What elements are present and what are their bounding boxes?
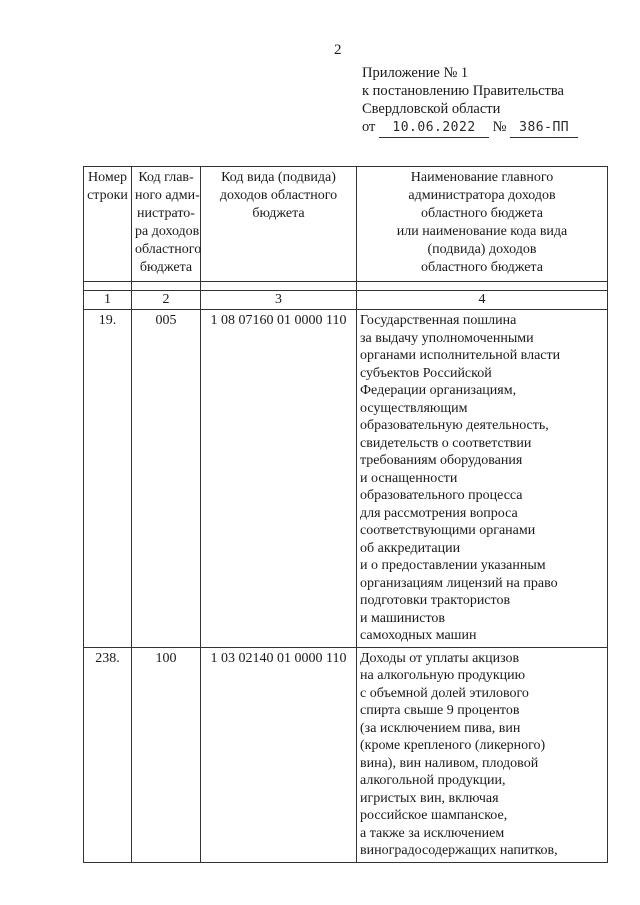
header-income-code: Код вида (подвида) доходов областного бюджета	[201, 167, 357, 282]
admin-code: 005	[132, 310, 201, 648]
column-number: 3	[201, 291, 357, 310]
appendix-region: Свердловской области	[362, 101, 501, 117]
income-codes-table	[83, 166, 608, 863]
decree-date: 10.06.2022	[379, 119, 489, 138]
row-number: 238.	[84, 647, 132, 862]
table-header-row	[84, 167, 608, 282]
column-number: 1	[84, 291, 132, 310]
admin-code: 100	[132, 647, 201, 862]
date-prefix: от	[362, 119, 376, 135]
decree-number: 386-ПП	[510, 119, 578, 138]
column-number-row	[84, 291, 608, 310]
row-number: 19.	[84, 310, 132, 648]
appendix-title: Приложение № 1	[362, 65, 469, 81]
table-row	[84, 647, 608, 862]
appendix-decree-ref: к постановлению Правительства	[362, 83, 564, 99]
header-gap	[84, 282, 608, 291]
income-description: Государственная пошлина за выдачу уполномоченными органами исполнительной власти субъектов Российской Федерации организациям, осуществляющим образовательную деятельность, свидетельств о соответствии требованиям оборудования и оснащенности образовательного процесса для рассмотрения вопроса соответствующими органами об аккредитации и о предоставлении указанным организациям лицензий на право подготовки трактористов и машинистов самоходных машин	[357, 310, 608, 648]
income-code: 1 03 02140 01 0000 110	[201, 647, 357, 862]
header-admin-code: Код глав- ного адми- нистрато- ра доходов областного бюджета	[132, 167, 201, 282]
number-prefix: №	[492, 119, 507, 135]
appendix-block	[362, 64, 578, 138]
header-description: Наименование главного администратора доходов областного бюджета или наименование кода вида (подвида) доходов областного бюджета	[357, 167, 608, 282]
page-number: 2	[334, 42, 342, 58]
income-code: 1 08 07160 01 0000 110	[201, 310, 357, 648]
column-number: 2	[132, 291, 201, 310]
decree-date-number	[362, 118, 578, 138]
table-row	[84, 310, 608, 648]
income-description: Доходы от уплаты акцизов на алкогольную продукцию с объемной долей этилового спирта свыше 9 процентов (за исключением пива, вин (кроме крепленого (ликерного) вина), вин наливом, плодовой алкогольной продукции, игристых вин, включая российское шампанское, а также за исключением виноградосодержащих напитков,	[357, 647, 608, 862]
header-row-number: Номер строки	[84, 167, 132, 282]
column-number: 4	[357, 291, 608, 310]
